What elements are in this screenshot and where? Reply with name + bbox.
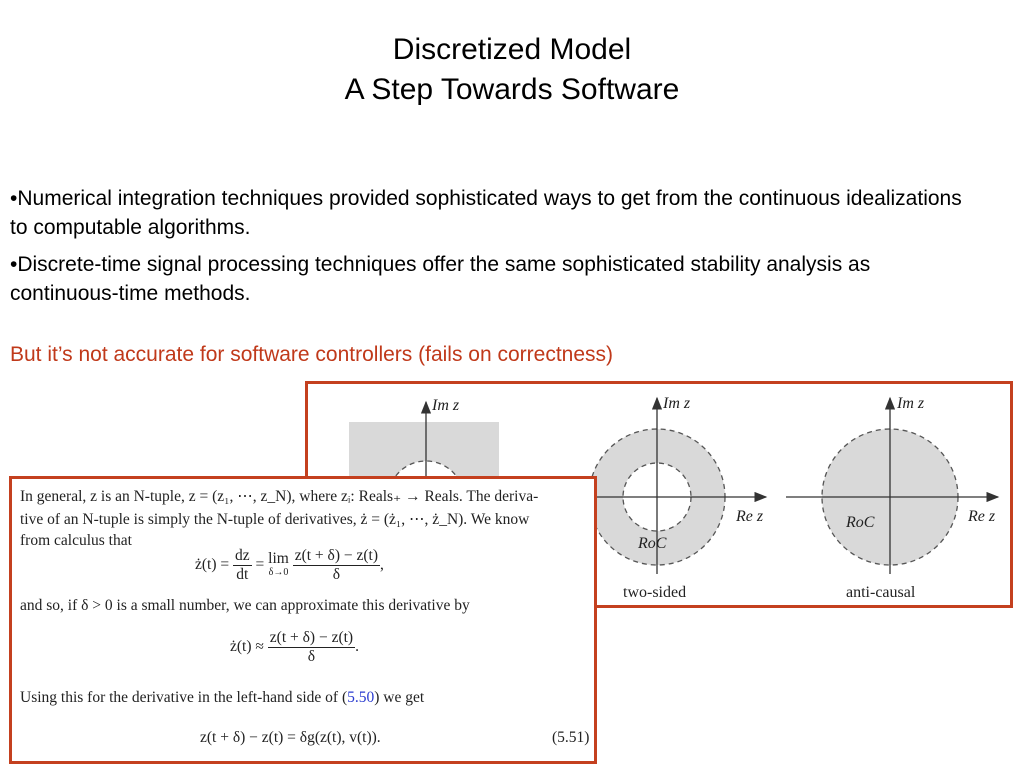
roc-diagram-two-sided bbox=[578, 395, 766, 601]
warning-text: But it’s not accurate for software controllers (fails on correctness) bbox=[10, 343, 614, 366]
eq2-denominator: δ bbox=[307, 648, 316, 665]
roc-label: RoC bbox=[638, 535, 667, 552]
excerpt-line-5-post: ) we get bbox=[374, 689, 425, 706]
roc-diagram-anti-causal bbox=[786, 395, 998, 601]
excerpt-line-1: In general, z is an N-tuple, z = (z₁, ⋯, z_N), where zᵢ: Reals₊ → Reals. The deriva- bbox=[20, 488, 539, 505]
approximation-equation bbox=[230, 629, 359, 666]
bullet-list bbox=[10, 184, 970, 316]
re-axis-label: Re z bbox=[736, 508, 764, 525]
difference-equation: z(t + δ) − z(t) = δg(z(t), v(t)). bbox=[200, 729, 381, 746]
slide-title bbox=[0, 30, 1024, 110]
excerpt-line-5 bbox=[20, 689, 424, 707]
eq1-equals: = bbox=[255, 556, 265, 574]
caption-two-sided: two-sided bbox=[623, 584, 687, 601]
eq1-dz: dz bbox=[235, 547, 250, 564]
im-axis-label: Im z bbox=[663, 395, 691, 412]
derivative-equation bbox=[195, 547, 384, 584]
caption-anti-causal: anti-causal bbox=[846, 584, 916, 601]
eq1-dz-dt-fraction bbox=[233, 547, 252, 584]
equation-reference-link[interactable]: 5.50 bbox=[347, 689, 375, 706]
bullet-item-numerical-integration: •Numerical integration techniques provided sophisticated ways to get from the continuous idealizations to computable algorithms. bbox=[10, 187, 962, 239]
eq1-difference-fraction bbox=[293, 547, 380, 584]
eq2-numerator: z(t + δ) − z(t) bbox=[269, 629, 354, 646]
eq1-lim-sub: δ→0 bbox=[268, 566, 289, 578]
eq2-lhs: ż(t) ≈ bbox=[230, 638, 264, 656]
roc-label: RoC bbox=[846, 514, 875, 531]
eq2-tail: . bbox=[355, 638, 359, 656]
title-line-1: Discretized Model bbox=[392, 33, 632, 66]
eq1-numerator: z(t + δ) − z(t) bbox=[294, 547, 379, 564]
eq1-tail: , bbox=[380, 556, 384, 574]
re-axis-label: Re z bbox=[968, 508, 996, 525]
math-excerpt-panel bbox=[9, 476, 597, 764]
eq1-denominator: δ bbox=[332, 566, 341, 583]
im-axis-label: Im z bbox=[432, 397, 460, 414]
eq1-dt: dt bbox=[236, 566, 249, 583]
bullet-item-discrete-time: •Discrete-time signal processing techniques offer the same sophisticated stability analysis as continuous-time methods. bbox=[10, 253, 871, 305]
excerpt-line-5-pre: Using this for the derivative in the left-hand side of ( bbox=[20, 689, 348, 706]
excerpt-line-3: from calculus that bbox=[20, 532, 132, 549]
excerpt-line-2: tive of an N-tuple is simply the N-tuple of derivatives, ż = (ż₁, ⋯, ż_N). We know bbox=[20, 511, 530, 528]
eq1-lhs: ż(t) = bbox=[195, 556, 230, 574]
title-line-2: A Step Towards Software bbox=[344, 73, 680, 106]
im-axis-label: Im z bbox=[897, 395, 925, 412]
eq1-limit bbox=[268, 549, 289, 580]
eq2-fraction bbox=[268, 629, 355, 666]
eq1-lim-word: lim bbox=[268, 549, 289, 567]
excerpt-line-4: and so, if δ > 0 is a small number, we can approximate this derivative by bbox=[20, 597, 470, 614]
equation-number: (5.51) bbox=[552, 729, 590, 746]
